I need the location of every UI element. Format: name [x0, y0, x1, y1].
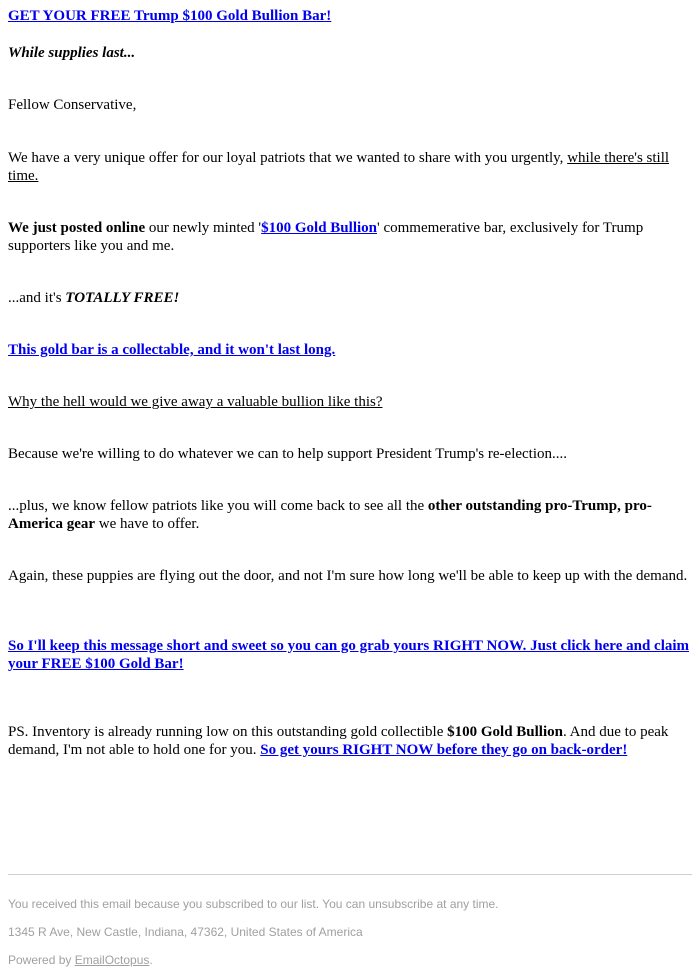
subhead: While supplies last... — [8, 45, 136, 61]
get-yours-link[interactable]: So get yours RIGHT NOW before they go on back-order! — [260, 742, 628, 758]
ps-text-b: . And due to peak demand, I'm not able to hold one for you. — [8, 724, 669, 758]
footer-powered — [8, 953, 153, 967]
paragraph-collectable — [8, 341, 692, 359]
paragraph-free — [8, 289, 692, 307]
powered-suffix: . — [149, 953, 153, 967]
collectable-link[interactable]: This gold bar is a collectable, and it won't last long. — [8, 342, 336, 358]
posted-bold: We just posted online — [8, 220, 146, 236]
paragraph-again: Again, these puppies are flying out the door, and not I'm sure how long we'll be able to keep up with the demand. — [8, 568, 688, 584]
paragraph-plus — [8, 497, 692, 533]
footer-notice: You received this email because you subscribed to our list. You can unsubscribe at any time. — [8, 897, 499, 911]
greeting: Fellow Conservative, — [8, 97, 137, 113]
posted-text-a: our newly minted ' — [145, 220, 262, 236]
plus-text-b: we have to offer. — [95, 516, 200, 532]
paragraph-because: Because we're willing to do whatever we can to help support President Trump's re-election.... — [8, 446, 568, 462]
ps-bold: $100 Gold Bullion — [447, 724, 563, 740]
still-time-underline: while there's still time. — [8, 150, 670, 184]
totally-free-emph: TOTALLY FREE! — [65, 290, 180, 306]
paragraph-ps — [8, 723, 692, 759]
paragraph-offer — [8, 149, 692, 185]
headline-link[interactable]: GET YOUR FREE Trump $100 Gold Bullion Bar! — [8, 8, 332, 24]
plus-bold: other outstanding pro-Trump, pro-America gear — [8, 498, 652, 532]
emailoctopus-link[interactable]: EmailOctopus — [74, 953, 150, 967]
gold-bullion-link[interactable]: $100 Gold Bullion — [261, 220, 377, 236]
email-footer — [8, 874, 692, 967]
plus-text-a: ...plus, we know fellow patriots like you will come back to see all the — [8, 498, 428, 514]
paragraph-offer-text: We have a very unique offer for our loyal patriots that we wanted to share with you urgently, — [8, 150, 568, 166]
powered-prefix: Powered by — [8, 953, 75, 967]
why-underline: Why the hell would we give away a valuable bullion like this? — [8, 394, 383, 410]
paragraph-posted — [8, 219, 692, 255]
paragraph-claim — [8, 637, 692, 673]
footer-address: 1345 R Ave, New Castle, Indiana, 47362, United States of America — [8, 925, 363, 939]
claim-link[interactable]: So I'll keep this message short and sweet so you can go grab yours RIGHT NOW. Just click here and claim your FREE $100 Gold Bar! — [8, 638, 690, 672]
paragraph-why — [8, 393, 692, 411]
ps-text-a: PS. Inventory is already running low on this outstanding gold collectible — [8, 724, 448, 740]
free-text: ...and it's — [8, 290, 66, 306]
posted-text-b: ' commemerative bar, exclusively for Trump supporters like you and me. — [8, 220, 644, 254]
